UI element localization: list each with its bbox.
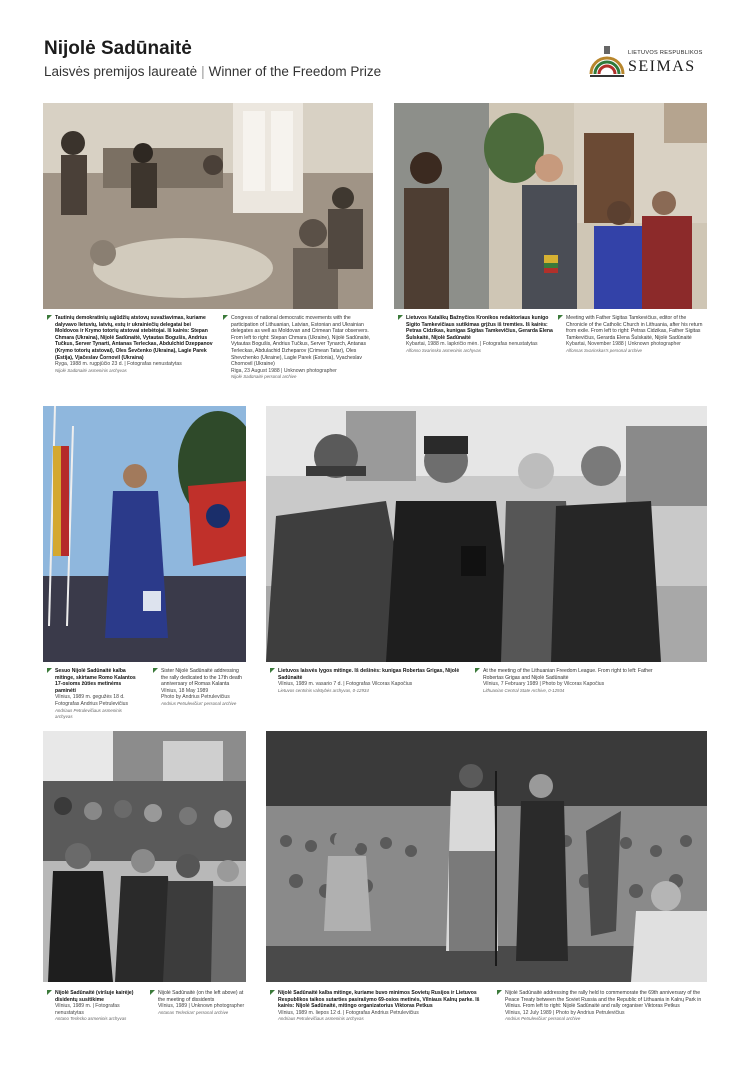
caption-source: Alfonso Svarinsko asmeninis archyvas xyxy=(406,347,481,353)
caption-meta: Riga, 23 August 1988 | Unknown photographer xyxy=(231,367,337,374)
caption-kalanta-lt xyxy=(55,668,140,721)
caption-lead: Nijolė Sadūnaitė kalba mitinge, kuriame buvo minimos Sovietų Rusijos ir Lietuvos Respublikos taikos sutarties pasirašymo 69-osios metinės, Vilniaus Kalnų parke. Iš kairės: Nijolė Sadūnaitė, mitingo organizatorius Viktoras Petkus xyxy=(278,990,480,1010)
photo-tamkevicius-meeting xyxy=(394,103,707,309)
photo-peace-treaty-rally xyxy=(266,731,707,982)
caption-meta: Vilnius, 1989 m. | Fotografas nenustatytas xyxy=(55,1003,120,1016)
caption-marker-icon xyxy=(47,990,52,995)
caption-meta: Vilnius, 1989 m. vasario 7 d. | Fotografas Vilcoras Kapočius xyxy=(278,681,413,688)
logo-line1: LIETUVOS RESPUBLIKOS xyxy=(628,50,703,56)
caption-meta: Vilnius, 1989 m. liepos 12 d. | Fotografas Andrius Petrulevičius xyxy=(278,1009,419,1016)
caption-source: Antanas Terleckas' personal archive xyxy=(158,1009,229,1015)
caption-peace-treaty-en xyxy=(505,990,707,1023)
caption-source: Nijolė Sadūnaitė asmeninis archyvas xyxy=(55,367,127,373)
caption-meta: Vilnius, 1989 | Unknown photographer xyxy=(158,1003,245,1010)
page-title: Nijolė Sadūnaitė xyxy=(44,38,192,59)
caption-marker-icon xyxy=(223,315,228,320)
caption-lead: Tautinių demokratinių sąjūdžių atstovų suvažiavimas, kuriame dalyvavo lietuvių, latvių, estų ir ukrainiečių delegatai bei Moldovos ir Krymo totorių atstovai stebėtojai. Iš kairės: Stepan Chmara (Ukraina), Nijolė Sadūnaitė, Vytautas Bogušis, Andrius Tučkus, Server Tynarti, Antanas Terleckas, Abdulchid Dzeppanov (Krymo totorių atstovai), Oles Ševčenko (Ukraina), Lagle Parek (Estija), Vjačeslav Čornovil (Ukraina) xyxy=(55,315,213,361)
caption-marker-icon xyxy=(558,315,563,320)
caption-source: Andrius Petrulevičius' personal archive xyxy=(161,700,237,706)
caption-congress-lt xyxy=(55,315,215,374)
caption-source: Nijolė Sadūnaitė personal archive xyxy=(231,374,297,380)
caption-meta: Ryga, 1988 m. rugpjūčio 23 d. | Fotografas nenustatytas xyxy=(55,361,182,368)
page-subtitle xyxy=(44,64,381,79)
caption-marker-icon xyxy=(153,668,158,673)
caption-lead: Lietuvos Katalikų Bažnyčios Kronikos redaktoriaus kunigo Sigito Tamkevičiaus sutikimas grįžus iš tremties. Iš kairės: Petras Cidzikas, kunigas Sigitas Tamkevičius, Gerarda Elena Šulskaitė, Nijolė Sadūnaitė xyxy=(406,315,553,341)
caption-tamkevicius-lt xyxy=(406,315,554,355)
caption-lead: Nijolė Sadūnaitė (on the left above) at the meeting of dissidents xyxy=(158,990,244,1003)
caption-source: Antano Terlecko asmeninis archyvas xyxy=(55,1016,127,1022)
seimas-emblem-icon xyxy=(588,44,626,78)
photo-freedom-league xyxy=(266,406,707,662)
caption-source: Alfonsas Svarinskas's personal archive xyxy=(566,347,643,353)
caption-freedom-league-lt xyxy=(278,668,468,694)
caption-marker-icon xyxy=(47,315,52,320)
caption-marker-icon xyxy=(150,990,155,995)
caption-lead: At the meeting of the Lithuanian Freedom League. From right to left: Father Robertas Grigas and Nijolė Sadūnaitė xyxy=(483,668,653,681)
logo-line2: SEIMAS xyxy=(628,58,696,75)
caption-meta: Vilnius, 7 February 1989 | Photo by Vilcoras Kapočius xyxy=(483,681,605,688)
caption-kalanta-en xyxy=(161,668,247,708)
caption-tamkevicius-en xyxy=(566,315,707,355)
subtitle-lt: Laisvės premijos laureatė xyxy=(44,64,198,79)
caption-meta: Kybartai, November 1988 | Unknown photographer xyxy=(566,341,681,348)
caption-meta: Kybartai, 1988 m. lapkričio mėn. | Fotografas nenustatytas xyxy=(406,341,538,348)
caption-lead: Sesuo Nijolė Sadūnaitė kalba mitinge, skirtame Romo Kalantos 17-osioms žūties metinėms paminėti xyxy=(55,668,136,694)
caption-meta: Vilnius, 1989 m. gegužės 18 d. Fotografas Andrius Petrulevičius xyxy=(55,694,129,707)
caption-source: Andriaus Petrulevičiaus asmeninis archyvas xyxy=(278,1016,364,1022)
caption-meta: Vilnius, 12 July 1989 | Photo by Andrius Petrulevičius xyxy=(505,1009,625,1016)
caption-dissidents-lt xyxy=(55,990,139,1023)
caption-marker-icon xyxy=(497,990,502,995)
photo-dissidents-meeting xyxy=(43,731,246,982)
caption-marker-icon xyxy=(270,990,275,995)
photo-congress-riga xyxy=(43,103,373,309)
caption-source: Andriaus Petrulevičiaus asmeninis archyvas xyxy=(55,707,122,720)
caption-marker-icon xyxy=(475,668,480,673)
caption-lead: Congress of national democratic movements with the participation of Lithuanian, Latvian, Estonian and Ukrainian delegates as well as Moldovan and Crimean Tatar observers. From left to right: Stepan Chmara (Ukraine), Nijolė Sadūnaitė, Vytautas Bogušis, Andrius Tučkus, Server Tynarch, Antanas Terleckas, Abdulachid Dzheparov (Crimean Tatar), Oles Shevchenko (Ukraine), Lagle Parek (Estonia), Vyacheslav Chornovil (Ukraine) xyxy=(231,315,371,368)
caption-source: Lietuvos centrinis valstybės archyvas, 0-12934 xyxy=(278,687,369,693)
caption-congress-en xyxy=(231,315,373,381)
photo-kalanta-rally xyxy=(43,406,246,662)
subtitle-separator: | xyxy=(201,64,205,79)
caption-freedom-league-en xyxy=(483,668,673,694)
caption-marker-icon xyxy=(47,668,52,673)
caption-lead: Meeting with Father Sigitas Tamkevičius, editor of the Chronicle of the Catholic Church in Lithuania, after his return from exile. From left to right: Petras Cidzikas, Father Sigitas Tamkevičius, Gerarda Elena Šulskaitė, Nijolė Sadūnaitė xyxy=(566,315,703,341)
caption-marker-icon xyxy=(270,668,275,673)
caption-dissidents-en xyxy=(158,990,250,1016)
caption-source: Lithuanian Central State Archive, 0-12934 xyxy=(483,687,565,693)
caption-lead: Lietuvos laisvės lygos mitinge. Iš dešinės: kunigas Robertas Grigas, Nijolė Sadūnaitė xyxy=(278,668,460,681)
caption-lead: Nijolė Sadūnaitė addressing the rally held to commemorate the 69th anniversary of the Peace Treaty between the Soviet Russia and the Republic of Lithuania in Kalnų Park in Vilnius. From left to right: Nijolė Sadūnaitė and rally organiser Viktoras Petkus xyxy=(505,990,702,1010)
caption-lead: Sister Nijolė Sadūnaitė addressing the rally dedicated to the 17th death anniversary of Romas Kalanta xyxy=(161,668,242,688)
subtitle-en: Winner of the Freedom Prize xyxy=(208,64,382,79)
caption-peace-treaty-lt xyxy=(278,990,488,1023)
caption-source: Andrius Petrulevičius' personal archive xyxy=(505,1016,581,1022)
seimas-logo xyxy=(588,40,710,82)
caption-marker-icon xyxy=(398,315,403,320)
caption-lead: Nijolė Sadūnaitė (viršuje kairėje) disidentų susitikime xyxy=(55,990,134,1003)
caption-meta: Vilnius, 18 May 1989 Photo by Andrius Petrulevičius xyxy=(161,687,230,701)
